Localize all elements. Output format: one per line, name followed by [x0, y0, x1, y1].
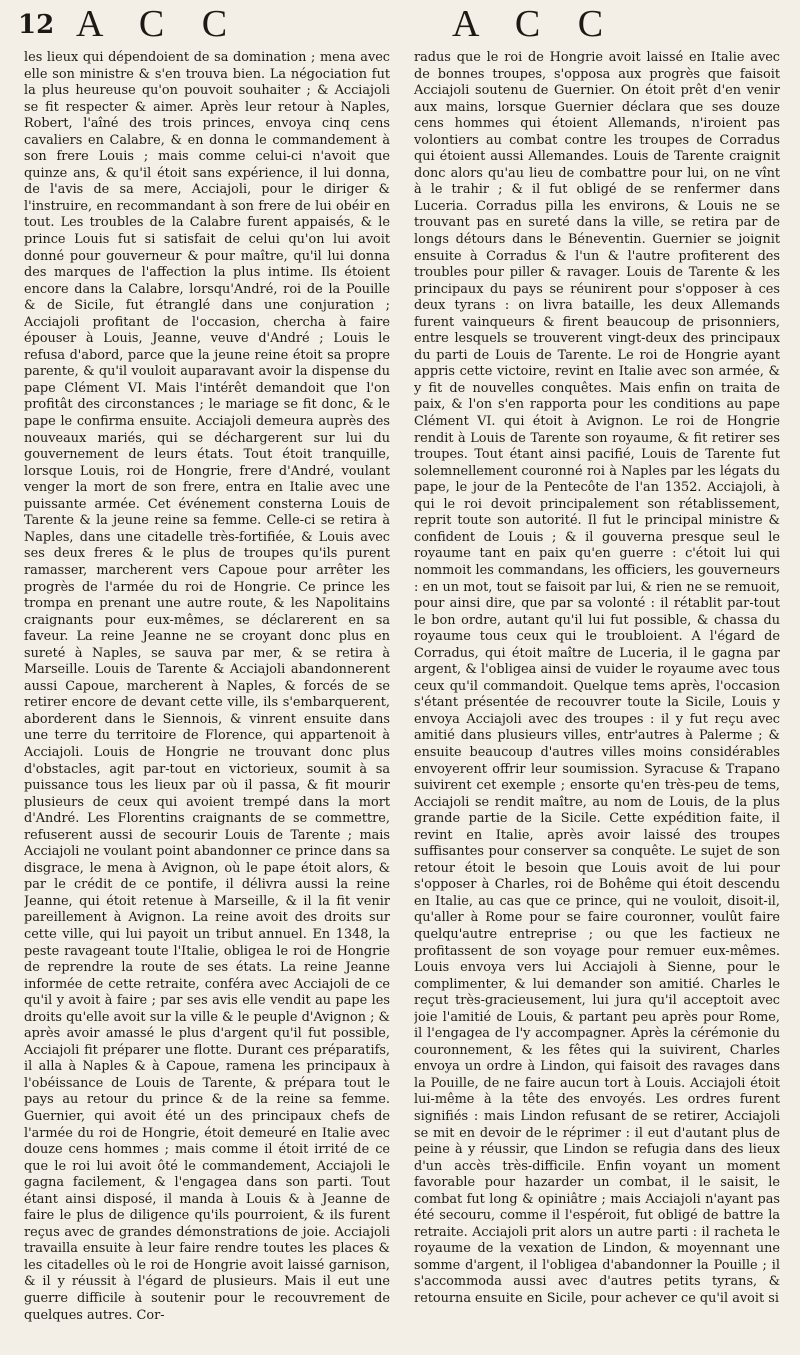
running-head-right: A C C — [452, 3, 618, 45]
left-column-text: les lieux qui dépendoient de sa domination ; mena avec elle son ministre & s'en trouva bien. La négociation fut la plus heureuse qu'on pouvoit souhaiter ; & Acciajoli se fit respecter & aimer. Après leur retour à Naples, Robert, l'aîné des trois princes, envoya cinq cens cavaliers en Calabre, & en donna le commandement à son frere Louis ; mais comme celui-ci n'avoit que quinze ans, & qu'il étoit sans expérience, il lui donna, de l'avis de sa mere, Acciajoli, pour le diriger & l'instruire, en recommandant à son frere de lui obéir en tout. Les troubles de la Calabre furent appaisés, & le prince Louis fut si satisfait de celui qu'on lui avoit donné pour gouverneur & pour maître, qu'il lui donna des marques de l'affection la plus intime. Ils étoient encore dans la Calabre, lorsqu'André, roi de la Pouille & de Sicile, fut étranglé dans une conjuration ; Acciajoli profitant de l'occasion, chercha à faire épouser à Louis, Jeanne, veuve d'André ; Louis le refusa d'abord, parce que la jeune reine étoit sa propre parente, & qu'il vouloit auparavant avoir la dispense du pape Clément VI. Mais l'intérêt demandoit que l'on profitât des circonstances ; le mariage se fit donc, & le pape le confirma ensuite. Acciajoli demeura auprès des nouveaux mariés, qui se déchargerent sur lui du gouvernement de leurs états. Tout étoit tranquille, lorsque Louis, roi de Hongrie, frere d'André, voulant venger la mort de son frere, entra en Italie avec une puissante armée. Cet événement consterna Louis de Tarente & la jeune reine sa femme. Celle-ci se retira à Naples, dans une citadelle très-fortifiée, & Louis avec ses deux freres & le plus de troupes qu'ils purent ramasser, marcherent vers Capoue pour arrêter les progrès de l'armée du roi de Hongrie. Ce prince les trompa en prenant une autre route, & les Napolitains craignants pour eux-mêmes, se déclarerent en sa faveur. La reine Jeanne ne se croyant donc plus en sureté à Naples, se sauva par mer, & se retira à Marseille. Louis de Tarente & Acciajoli abandonnerent aussi Capoue, marcherent à Naples, & forcés de se retirer encore de devant cette ville, ils s'embarquerent, aborderent dans le Siennois, & vinrent ensuite dans une terre du territoire de Florence, qui appartenoit à Acciajoli. Louis de Hongrie ne trouvant donc plus d'obstacles, agit par-tout en victorieux, soumit à sa puissance tous les lieux par où il passa, & fit mourir plusieurs de ceux qui avoient trempé dans la mort d'André. Les Florentins craignants de se commettre, refuserent aussi de secourir Louis de Tarente ; mais Acciajoli ne voulant point abandonner ce prince dans sa disgrace, le mena à Avignon, où le pape étoit alors, & par le crédit de ce pontife, il délivra aussi la reine Jeanne, qui étoit retenue à Marseille, & il la fit venir pareillement à Avignon. La reine avoit des droits sur cette ville, qui lui payoit un tribut annuel. En 1348, la peste ravageant toute l'Italie, obligea le roi de Hongrie de reprendre la route de ses états. La reine Jeanne informée de cette retraite, conféra avec Acciajoli de ce qu'il y avoit à faire ; par ses avis elle vendit au pape les droits qu'elle avoit sur la ville & le peuple d'Avignon ; & après avoir amassé le plus d'argent qu'il fut possible, Acciajoli fit préparer une flotte. Durant ces préparatifs, il alla à Naples & à Capoue, ramena les principaux à l'obéissance de Louis de Tarente, & prépara tout le pays au retour du prince & de la reine sa femme. Guernier, qui avoit été un des principaux chefs de l'armée du roi de Hongrie, étoit demeuré en Italie avec douze cens hommes ; mais comme il étoit irrité de ce que le roi lui avoit ôté le commandement, Acciajoli le gagna facilement, & l'engagea dans son parti. Tout étant ainsi disposé, il manda à Louis & à Jeanne de faire le plus de diligence qu'ils pourroient, & ils furent reçus avec de grandes démonstrations de joie. Acciajoli travailla ensuite à leur faire rendre toutes les places & les citadelles où le roi de Hongrie avoit laissé garnison, & il y réussit à l'égard de plusieurs. Mais il eut une guerre difficile à soutenir pour le recouvrement de quelques autres. Cor- — [24, 50, 390, 1323]
running-head-left: A C C — [76, 3, 242, 45]
left-column — [24, 50, 390, 1350]
right-column — [414, 50, 780, 1350]
page-number: 12 — [18, 10, 55, 40]
page-header — [0, 3, 800, 46]
right-column-text: radus que le roi de Hongrie avoit laissé en Italie avec de bonnes troupes, s'opposa aux progrès que faisoit Acciajoli soutenu de Guernier. On étoit prêt d'en venir aux mains, lorsque Guernier déclara que ses douze cens hommes qui étoient Allemands, n'iroient pas volontiers au combat contre les troupes de Corradus qui étoient aussi Allemandes. Louis de Tarente craignit donc alors qu'au lieu de combattre pour lui, on ne vînt à le trahir ; & il fut obligé de se renfermer dans Luceria. Corradus pilla les environs, & Louis ne se trouvant pas en sureté dans la ville, se retira par de longs détours dans le Béneventin. Guernier se joignit ensuite à Corradus & l'un & l'autre profiterent des troubles pour piller & ravager. Louis de Tarente & les principaux du pays se réunirent pour s'opposer à ces deux tyrans : on livra bataille, les deux Allemands furent vainqueurs & firent beaucoup de prisonniers, entre lesquels se trouverent vingt-deux des principaux du parti de Louis de Tarente. Le roi de Hongrie ayant appris cette victoire, revint en Italie avec son armée, & y fit de nouvelles conquêtes. Mais enfin on traita de paix, & l'on s'en rapporta pour les conditions au pape Clément VI. qui étoit à Avignon. Le roi de Hongrie rendit à Louis de Tarente son royaume, & fit retirer ses troupes. Tout étant ainsi pacifié, Louis de Tarente fut solemnellement couronné roi à Naples par les légats du pape, le jour de la Pentecôte de l'an 1352. Acciajoli, à qui le roi devoit principalement son rétablissement, reprit toute son autorité. Il fut le principal ministre & confident de Louis ; & il gouverna presque seul le royaume tant en paix qu'en guerre : c'étoit lui qui nommoit les commandans, les officiers, les gouverneurs : en un mot, tout se faisoit par lui, & rien ne se remuoit, pour ainsi dire, que par sa volonté : il rétablit par-tout le bon ordre, autant qu'il lui fut possible, & chassa du royaume tous ceux qui le troubloient. A l'égard de Corradus, qui étoit maître de Luceria, il le gagna par argent, & l'obligea ainsi de vuider le royaume avec tous ceux qu'il commandoit. Quelque tems après, l'occasion s'étant présentée de recouvrer toute la Sicile, Louis y envoya Acciajoli avec des troupes : il y fut reçu avec amitié dans plusieurs villes, entr'autres à Palerme ; & ensuite beaucoup d'autres villes moins considérables envoyerent offrir leur soumission. Syracuse & Trapano suivirent cet exemple ; ensorte qu'en très-peu de tems, Acciajoli se rendit maître, au nom de Louis, de la plus grande partie de la Sicile. Cette expédition faite, il revint en Italie, après avoir laissé des troupes suffisantes pour conserver sa conquête. Le sujet de son retour étoit le besoin que Louis avoit de lui pour s'opposer à Charles, roi de Bohême qui étoit descendu en Italie, au cas que ce prince, qui ne vouloit, disoit-il, qu'aller à Rome pour se faire couronner, voulût faire quelqu'autre entreprise ; ou que les factieux ne profitassent de son voyage pour remuer eux-mêmes. Louis envoya vers lui Acciajoli à Sienne, pour le complimenter, & lui demander son amitié. Charles le reçut très-gracieusement, lui jura qu'il acceptoit avec joie l'amitié de Louis, & partant peu après pour Rome, il l'engagea de l'y accompagner. Après la cérémonie du couronnement, & les fêtes qui la suivirent, Charles envoya un ordre à Lindon, qui faisoit des ravages dans la Pouille, de ne faire aucun tort à Louis. Acciajoli étoit lui-même à la tête des envoyés. Les ordres furent signifiés : mais Lindon refusant de se retirer, Acciajoli se mit en devoir de le réprimer : il eut d'autant plus de peine à y réussir, que Lindon se refugia dans des lieux d'un accès très-difficile. Enfin voyant un moment favorable pour hazarder un combat, il le saisit, le combat fut long & opiniâtre ; mais Acciajoli n'ayant pas été secouru, comme il l'espéroit, fut obligé de battre la retraite. Acciajoli prit alors un autre parti : il racheta le royaume de la vexation de Lindon, & moyennant une somme d'argent, il l'obligea d'abandonner la Pouille ; il s'accommoda aussi avec d'autres petits tyrans, & retourna ensuite en Sicile, pour achever ce qu'il avoit si — [414, 50, 780, 1307]
